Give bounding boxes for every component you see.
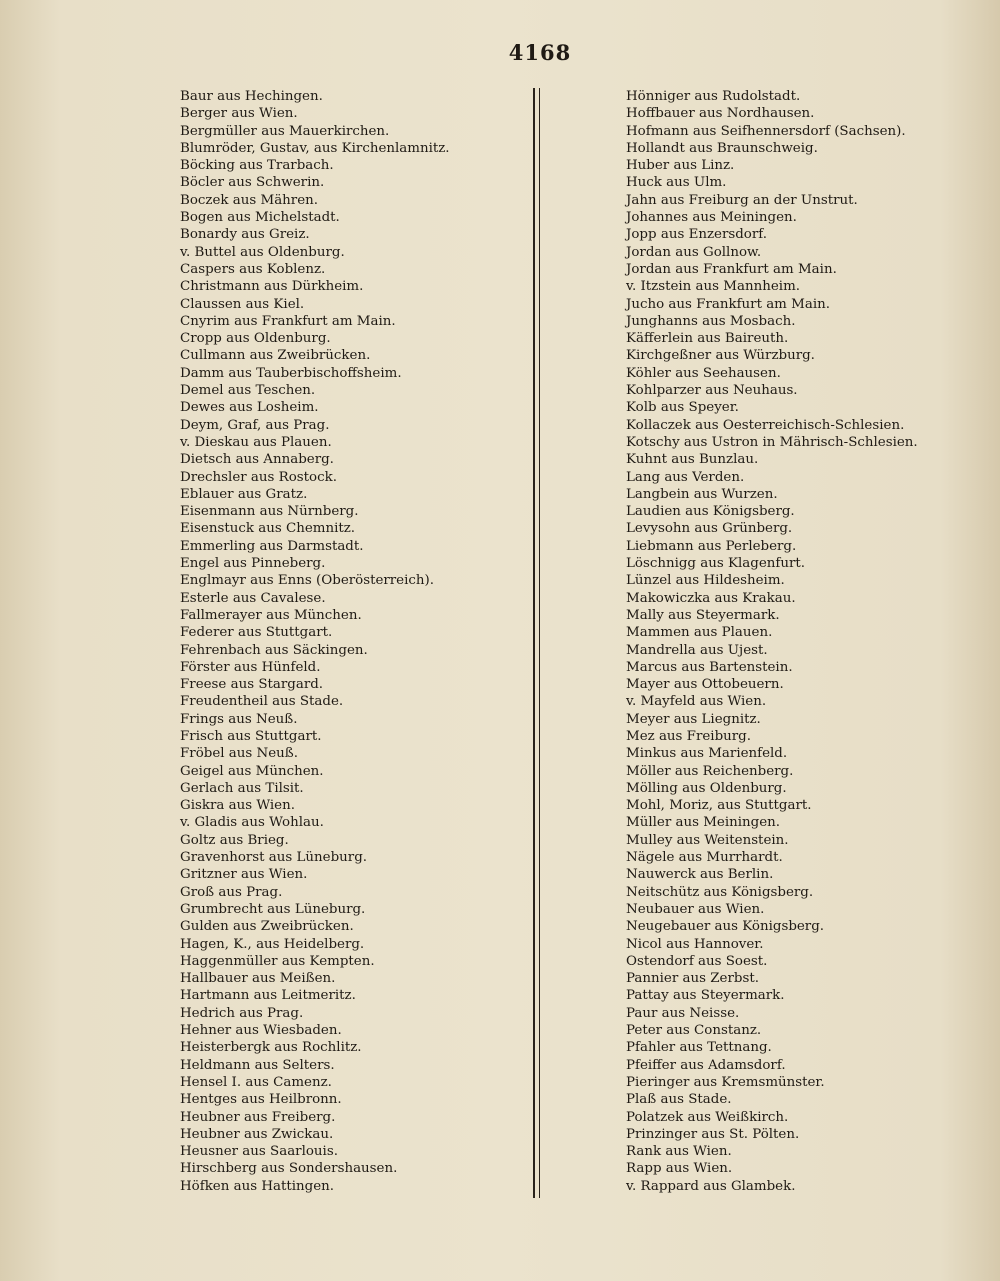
list-item: Heubner aus Zwickau.	[180, 1126, 334, 1142]
list-item: Cullmann aus Zweibrücken.	[180, 348, 371, 364]
list-item: Böcking aus Trarbach.	[180, 158, 334, 174]
list-item: Pfeiffer aus Adamsdorf.	[626, 1057, 786, 1073]
list-item: Hollandt aus Braunschweig.	[626, 140, 818, 156]
list-item: Lünzel aus Hildesheim.	[626, 573, 785, 589]
column-divider	[533, 88, 540, 1198]
list-item: Gerlach aus Tilsit.	[180, 780, 304, 796]
list-item: Caspers aus Koblenz.	[180, 261, 326, 277]
list-item: Hartmann aus Leitmeritz.	[180, 988, 356, 1004]
list-item: Eisenmann aus Nürnberg.	[180, 504, 359, 520]
list-item: Mez aus Freiburg.	[626, 728, 752, 744]
list-item: Mandrella aus Ujest.	[626, 642, 768, 658]
list-item: Fröbel aus Neuß.	[180, 746, 298, 762]
list-item: Laudien aus Königsberg.	[626, 504, 795, 520]
list-item: Heubner aus Freiberg.	[180, 1109, 336, 1125]
list-item: Cnyrim aus Frankfurt am Main.	[180, 313, 396, 329]
list-item: Löschnigg aus Klagenfurt.	[626, 556, 806, 572]
list-item: Jordan aus Frankfurt am Main.	[626, 261, 837, 277]
list-item: Rank aus Wien.	[626, 1144, 732, 1160]
list-item: Mally aus Steyermark.	[626, 607, 780, 623]
list-item: Dietsch aus Annaberg.	[180, 452, 334, 468]
list-item: Hönniger aus Rudolstadt.	[626, 89, 801, 104]
list-item: Demel aus Teschen.	[180, 383, 316, 399]
list-item: Langbein aus Wurzen.	[626, 486, 778, 502]
list-item: v. Rappard aus Glambek.	[626, 1178, 796, 1194]
list-item: Esterle aus Cavalese.	[180, 590, 326, 606]
list-item: Hensel I. aus Camenz.	[180, 1074, 332, 1090]
list-item: v. Mayfeld aus Wien.	[626, 694, 767, 710]
list-item: Frings aus Neuß.	[180, 711, 298, 727]
left-name-column	[180, 88, 520, 1195]
list-item: Christmann aus Dürkheim.	[180, 279, 364, 295]
list-item: Geigel aus München.	[180, 763, 324, 779]
list-item: Hentges aus Heilbronn.	[180, 1092, 342, 1108]
list-item: Hagen, K., aus Heidelberg.	[180, 936, 365, 952]
list-item: Mohl, Moriz, aus Stuttgart.	[626, 798, 812, 814]
list-item: Goltz aus Brieg.	[180, 832, 289, 848]
list-item: Köhler aus Seehausen.	[626, 365, 781, 381]
list-item: Levysohn aus Grünberg.	[626, 521, 793, 537]
list-item: Makowiczka aus Krakau.	[626, 590, 796, 606]
list-item: Eblauer aus Gratz.	[180, 486, 308, 502]
list-item: Pieringer aus Kremsmünster.	[626, 1074, 825, 1090]
list-item: Nauwerck aus Berlin.	[626, 867, 774, 883]
list-item: Dewes aus Losheim.	[180, 400, 319, 416]
list-item: Emmerling aus Darmstadt.	[180, 538, 364, 554]
list-item: Kollaczek aus Oesterreichisch-Schlesien.	[626, 417, 905, 433]
list-item: Peter aus Constanz.	[626, 1023, 762, 1039]
list-item: Grumbrecht aus Lüneburg.	[180, 901, 366, 917]
list-item: Jahn aus Freiburg an der Unstrut.	[626, 192, 858, 208]
list-item: Berger aus Wien.	[180, 106, 298, 122]
list-item: Neitschütz aus Königsberg.	[626, 884, 814, 900]
list-item: Heusner aus Saarlouis.	[180, 1144, 338, 1160]
list-item: Müller aus Meiningen.	[626, 815, 781, 831]
list-item: Huber aus Linz.	[626, 158, 735, 174]
list-item: Bonardy aus Greiz.	[180, 227, 310, 243]
list-item: Boczek aus Mähren.	[180, 192, 319, 208]
list-item: v. Buttel aus Oldenburg.	[180, 244, 345, 260]
list-item: Federer aus Stuttgart.	[180, 625, 333, 641]
list-item: Huck aus Ulm.	[626, 175, 727, 191]
list-item: Kolb aus Speyer.	[626, 400, 739, 416]
list-item: Jordan aus Gollnow.	[626, 244, 762, 260]
list-item: Junghanns aus Mosbach.	[626, 313, 796, 329]
list-item: Hofmann aus Seifhennersdorf (Sachsen).	[626, 123, 906, 139]
list-item: Blumröder, Gustav, aus Kirchenlamnitz.	[180, 140, 450, 156]
list-item: Deym, Graf, aus Prag.	[180, 417, 330, 433]
list-item: Heisterbergk aus Rochlitz.	[180, 1040, 362, 1056]
list-item: Jopp aus Enzersdorf.	[626, 227, 767, 243]
list-item: Bogen aus Michelstadt.	[180, 210, 340, 226]
list-item: Englmayr aus Enns (Oberösterreich).	[180, 573, 434, 589]
list-item: Mayer aus Ottobeuern.	[626, 677, 784, 693]
list-item: Ostendorf aus Soest.	[626, 953, 768, 969]
list-item: Hirschberg aus Sondershausen.	[180, 1161, 398, 1177]
list-item: Hoffbauer aus Nordhausen.	[626, 106, 815, 122]
list-item: Giskra aus Wien.	[180, 798, 295, 814]
list-item: Freudentheil aus Stade.	[180, 694, 344, 710]
list-item: Pannier aus Zerbst.	[626, 971, 759, 987]
list-item: Johannes aus Meiningen.	[626, 210, 797, 226]
list-item: Gulden aus Zweibrücken.	[180, 919, 354, 935]
list-item: Prinzinger aus St. Pölten.	[626, 1126, 800, 1142]
list-item: Jucho aus Frankfurt am Main.	[626, 296, 830, 312]
list-item: Fehrenbach aus Säckingen.	[180, 642, 368, 658]
list-item: Claussen aus Kiel.	[180, 296, 305, 312]
list-item: Paur aus Neisse.	[626, 1005, 740, 1021]
list-item: Möller aus Reichenberg.	[626, 763, 794, 779]
list-item: Kirchgeßner aus Würzburg.	[626, 348, 815, 364]
list-item: Baur aus Hechingen.	[180, 89, 323, 104]
list-item: Drechsler aus Rostock.	[180, 469, 337, 485]
list-item: Haggenmüller aus Kempten.	[180, 953, 375, 969]
list-item: Plaß aus Stade.	[626, 1092, 732, 1108]
list-item: Meyer aus Liegnitz.	[626, 711, 761, 727]
list-item: Neubauer aus Wien.	[626, 901, 765, 917]
right-name-column	[626, 88, 986, 1195]
list-item: Gritzner aus Wien.	[180, 867, 308, 883]
list-item: Damm aus Tauberbischoffsheim.	[180, 365, 402, 381]
list-item: v. Itzstein aus Mannheim.	[626, 279, 801, 295]
list-item: Polatzek aus Weißkirch.	[626, 1109, 789, 1125]
list-item: Minkus aus Marienfeld.	[626, 746, 788, 762]
list-item: Hehner aus Wiesbaden.	[180, 1023, 342, 1039]
list-item: Mölling aus Oldenburg.	[626, 780, 787, 796]
list-item: v. Gladis aus Wohlau.	[180, 815, 324, 831]
list-item: Neugebauer aus Königsberg.	[626, 919, 825, 935]
list-item: Rapp aus Wien.	[626, 1161, 733, 1177]
list-item: Engel aus Pinneberg.	[180, 556, 326, 572]
list-item: Förster aus Hünfeld.	[180, 659, 321, 675]
list-item: Liebmann aus Perleberg.	[626, 538, 797, 554]
list-item: Marcus aus Bartenstein.	[626, 659, 793, 675]
list-item: Nägele aus Murrhardt.	[626, 850, 783, 866]
list-item: Frisch aus Stuttgart.	[180, 728, 322, 744]
list-item: Kohlparzer aus Neuhaus.	[626, 383, 798, 399]
list-item: v. Dieskau aus Plauen.	[180, 434, 332, 450]
list-item: Cropp aus Oldenburg.	[180, 331, 331, 347]
list-item: Mammen aus Plauen.	[626, 625, 773, 641]
page-number: 4168	[508, 40, 572, 65]
list-item: Kotschy aus Ustron in Mährisch-Schlesien.	[626, 434, 918, 450]
list-item: Gravenhorst aus Lüneburg.	[180, 850, 368, 866]
list-item: Freese aus Stargard.	[180, 677, 324, 693]
list-item: Höfken aus Hattingen.	[180, 1178, 335, 1194]
list-item: Heldmann aus Selters.	[180, 1057, 335, 1073]
list-item: Groß aus Prag.	[180, 884, 283, 900]
list-item: Hallbauer aus Meißen.	[180, 971, 336, 987]
list-item: Pfahler aus Tettnang.	[626, 1040, 772, 1056]
list-item: Kuhnt aus Bunzlau.	[626, 452, 759, 468]
list-item: Bergmüller aus Mauerkirchen.	[180, 123, 390, 139]
list-item: Eisenstuck aus Chemnitz.	[180, 521, 356, 537]
list-item: Pattay aus Steyermark.	[626, 988, 785, 1004]
list-item: Fallmerayer aus München.	[180, 607, 362, 623]
list-item: Hedrich aus Prag.	[180, 1005, 304, 1021]
list-item: Käfferlein aus Baireuth.	[626, 331, 789, 347]
list-item: Böcler aus Schwerin.	[180, 175, 325, 191]
list-item: Lang aus Verden.	[626, 469, 745, 485]
list-item: Mulley aus Weitenstein.	[626, 832, 789, 848]
list-item: Nicol aus Hannover.	[626, 936, 764, 952]
